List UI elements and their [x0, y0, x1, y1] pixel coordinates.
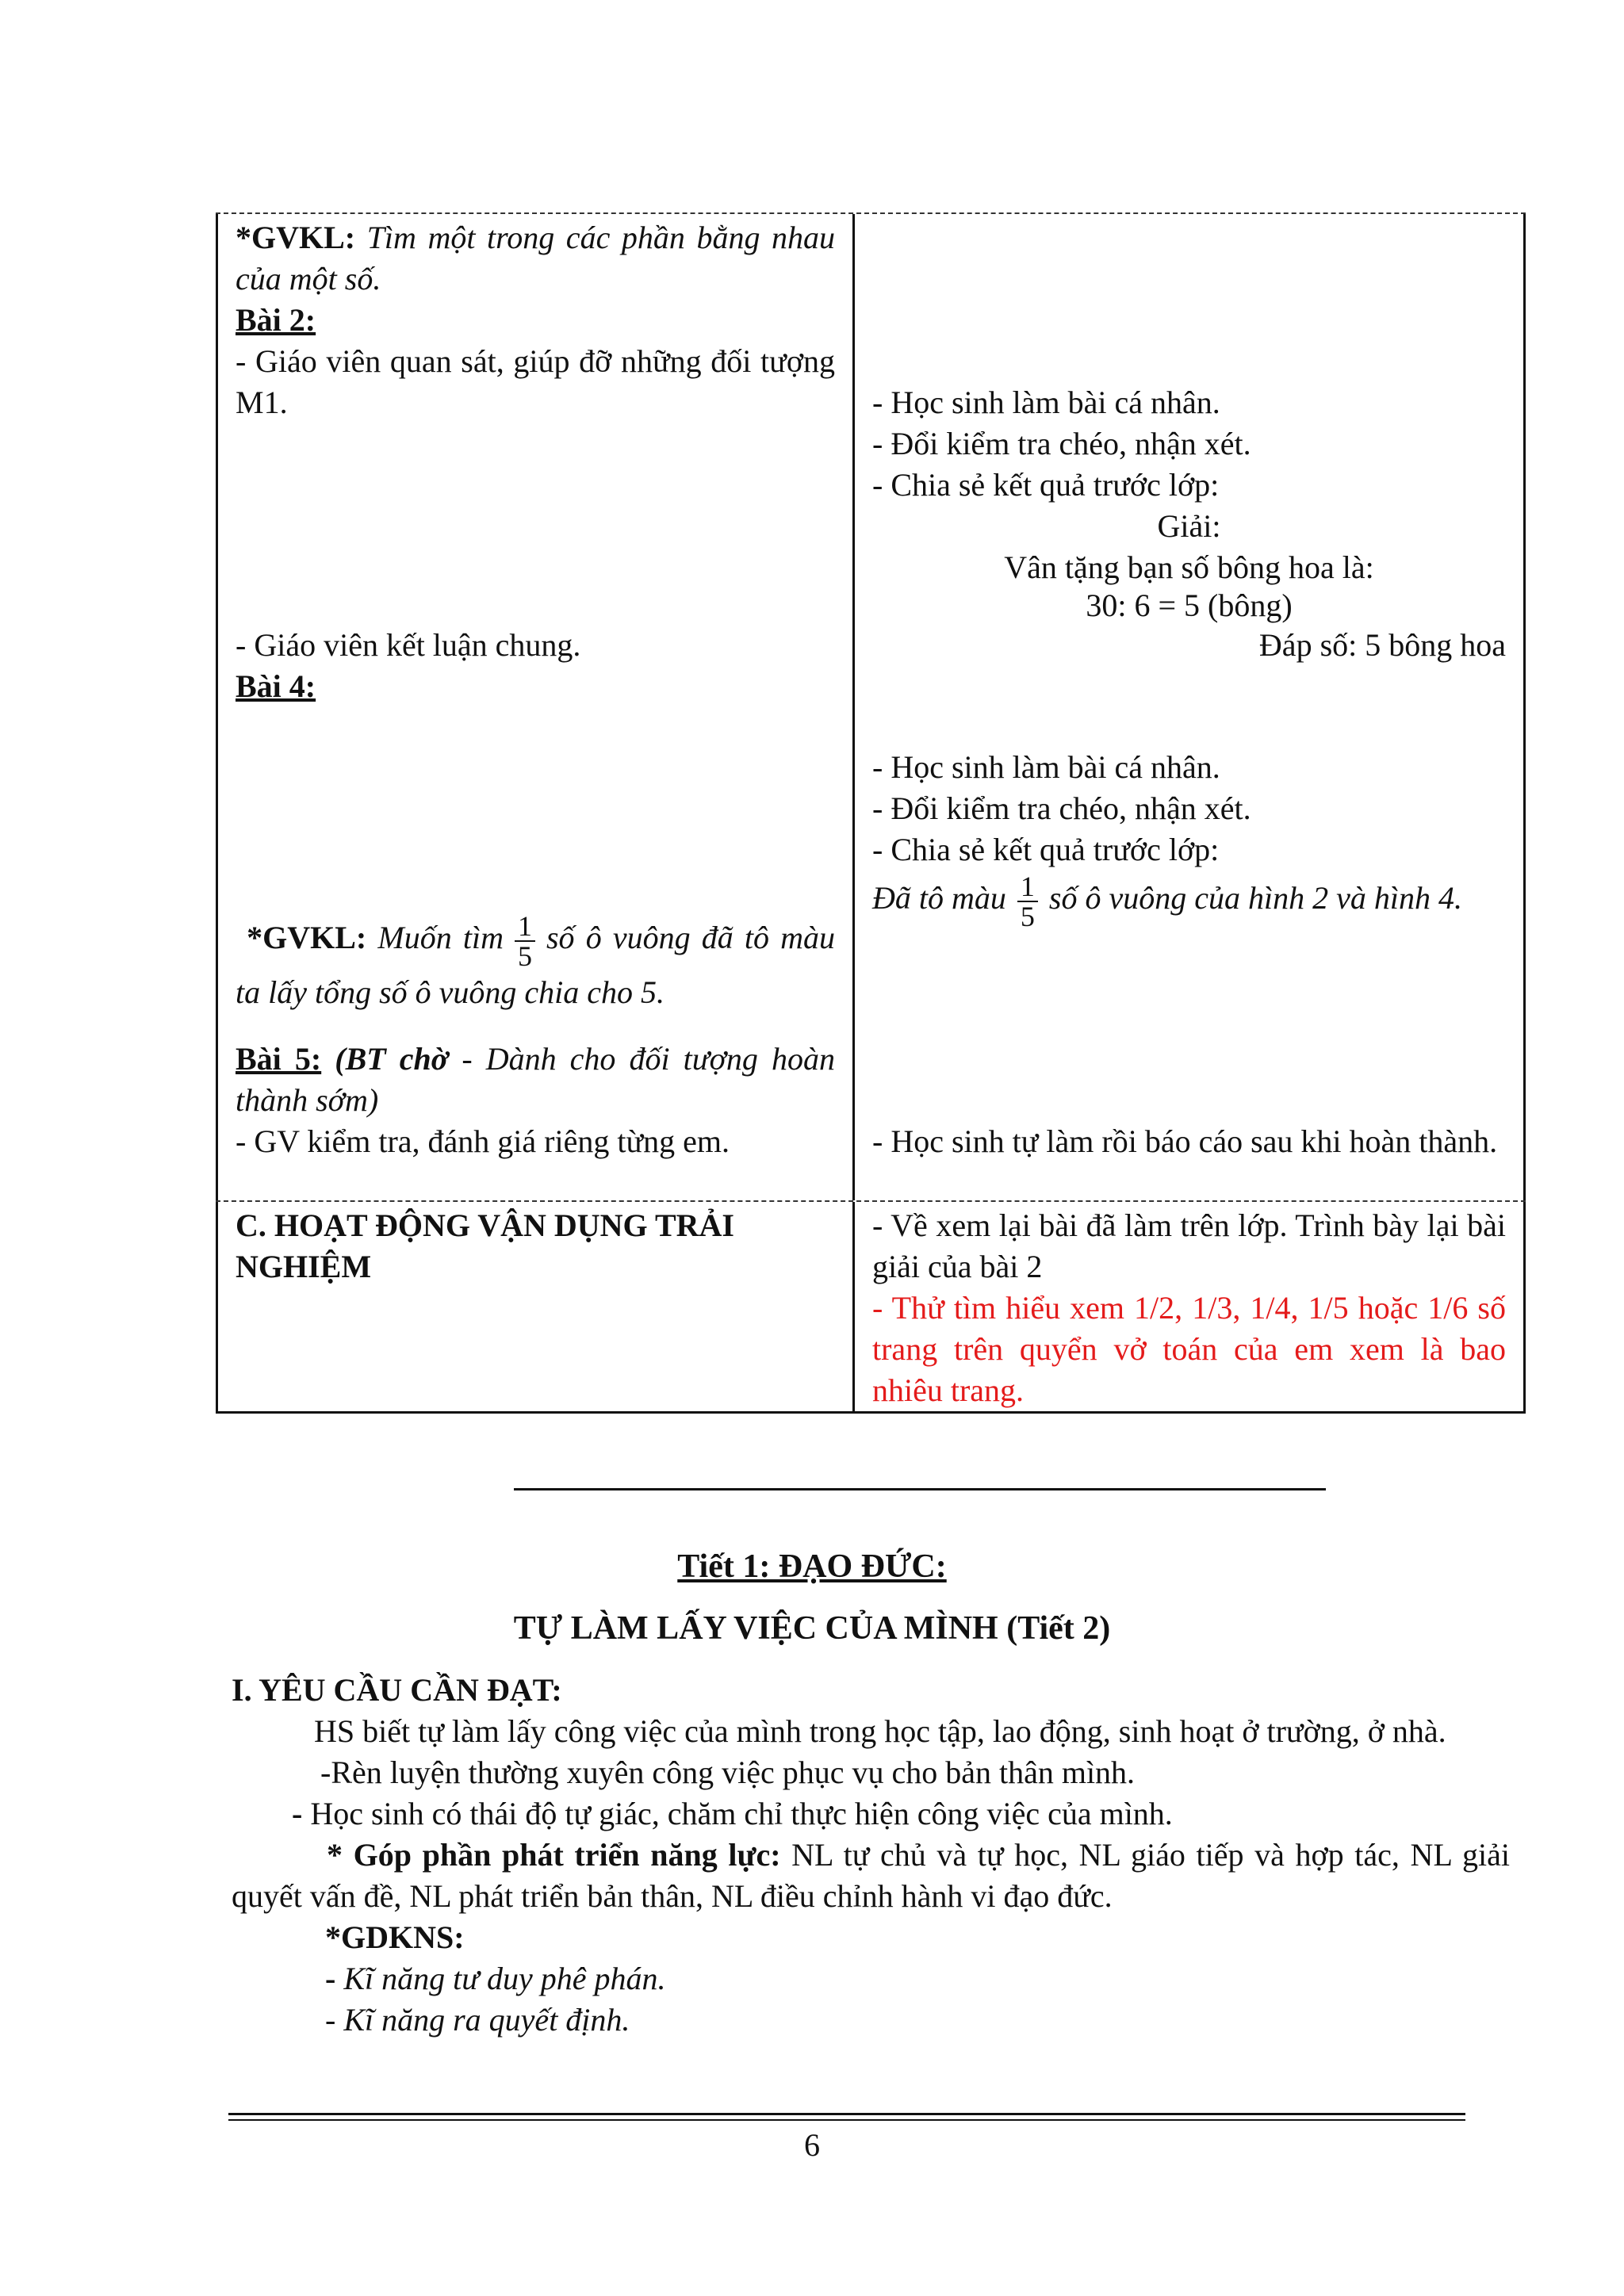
gvkl-1: *GVKL: Tìm một trong các phần bằng nhau của một số.	[236, 220, 835, 297]
lesson-table	[216, 212, 1526, 1414]
lesson-body	[232, 1670, 1510, 2041]
giai-line-1: Vân tặng bạn số bông hoa là:	[1004, 549, 1374, 585]
teacher-activity-cell	[216, 214, 855, 1200]
bai4-line-1: - Học sinh làm bài cá nhân.	[872, 749, 1220, 785]
footer-rule	[228, 2119, 1465, 2121]
section-heading: I. YÊU CẦU CẦN ĐẠT:	[232, 1672, 562, 1708]
giai-line-2: 30: 6 = 5 (bông)	[1086, 587, 1293, 623]
fraction-one-fifth: $\frac{1}{5}$	[1017, 872, 1038, 931]
bai2-text: - Giáo viên quan sát, giúp đỡ những đối tượng M1.	[236, 343, 835, 420]
bai4-line-2: - Đổi kiểm tra chéo, nhận xét.	[872, 790, 1251, 826]
bai5-student-text: - Học sinh tự làm rồi báo cáo sau khi hoàn thành.	[872, 1123, 1498, 1159]
activity-c-cell	[216, 1202, 855, 1411]
page-number: 6	[804, 2127, 820, 2163]
paragraph-1: HS biết tự làm lấy công việc của mình trong học tập, lao động, sinh hoạt ở trường, ở nhà.	[314, 1713, 1446, 1749]
table-row	[216, 212, 1526, 1200]
bai2-label: Bài 2:	[236, 302, 316, 338]
dap-so: Đáp số: 5 bông hoa	[1258, 627, 1506, 663]
section-divider	[514, 1488, 1326, 1490]
activity-c-student-cell	[855, 1202, 1526, 1411]
giai-heading: Giải:	[1157, 508, 1221, 544]
bai2-line-2: - Đổi kiểm tra chéo, nhận xét.	[872, 426, 1251, 461]
gvkl-2: *GVKL: Muốn tìm $\frac{1}{5}$ số ô vuông đã tô màu ta lấy tổng số ô vuông chia cho 5.	[236, 910, 835, 1010]
activity-c-heading: C. HOẠT ĐỘNG VẬN DỤNG TRẢI NGHIỆM	[236, 1207, 734, 1284]
student-activity-cell	[855, 214, 1526, 1200]
bai2-line-3: - Chia sẻ kết quả trước lớp:	[872, 467, 1220, 503]
ket-luan-text: - Giáo viên kết luận chung.	[236, 627, 581, 663]
lesson-subtitle: TỰ LÀM LẤY VIỆC CỦA MÌNH (Tiết 2)	[513, 1610, 1111, 1647]
lesson-title: Tiết 1: ĐẠO ĐỨC:	[677, 1548, 947, 1585]
bai2-line-1: - Học sinh làm bài cá nhân.	[872, 385, 1220, 420]
bai4-answer: Đã tô màu $\frac{1}{5}$ số ô vuông của hình 2 và hình 4.	[872, 871, 1462, 932]
bai4-label: Bài 4:	[236, 668, 316, 704]
paragraph-2: -Rèn luyện thường xuyên công việc phục vụ cho bản thân mình.	[320, 1755, 1136, 1790]
activity-c-red-text: - Thử tìm hiểu xem 1/2, 1/3, 1/4, 1/5 hoặc 1/6 số trang trên quyển vở toán của em xem là bao nhiêu trang.	[872, 1290, 1506, 1408]
skill-2: - Kĩ năng ra quyết định.	[325, 2002, 630, 2038]
bai4-line-3: - Chia sẻ kết quả trước lớp:	[872, 832, 1220, 867]
activity-c-text: - Về xem lại bài đã làm trên lớp. Trình bày lại bài giải của bài 2	[872, 1207, 1506, 1284]
table-row	[216, 1200, 1526, 1414]
skill-1: - Kĩ năng tư duy phê phán.	[325, 1961, 666, 1996]
gdkns-heading: *GDKNS:	[325, 1919, 465, 1955]
paragraph-3: - Học sinh có thái độ tự giác, chăm chỉ thực hiện công việc của mình.	[292, 1796, 1173, 1831]
bai5-text: Bài 5: (BT chờ - Dành cho đối tượng hoàn thành sớm)	[236, 1041, 836, 1118]
fraction-one-fifth: $\frac{1}{5}$	[515, 912, 535, 970]
paragraph-4: * Góp phần phát triển năng lực: NL tự chủ và tự học, NL giáo tiếp và hợp tác, NL giải quyết vấn đề, NL phát triển bản thân, NL điều chỉnh hành vi đạo đức.	[232, 1837, 1510, 1914]
footer-rule	[228, 2113, 1465, 2115]
gv-kiem-tra: - GV kiểm tra, đánh giá riêng từng em.	[236, 1123, 730, 1159]
